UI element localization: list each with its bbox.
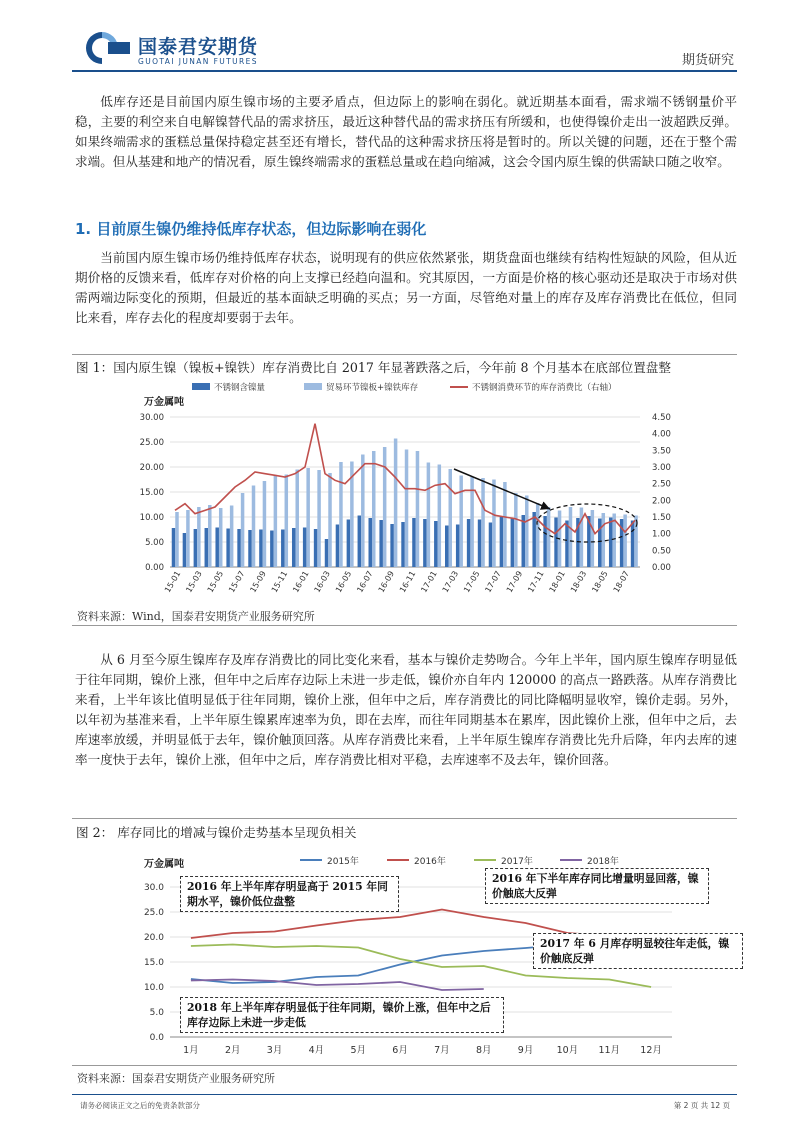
x-tick-label: 10月 bbox=[556, 1045, 579, 1056]
x-tick-label: 18-07 bbox=[611, 569, 632, 595]
bar-stainless-nickel bbox=[423, 519, 426, 567]
x-tick-label: 9月 bbox=[517, 1045, 534, 1056]
bar-stainless-nickel bbox=[358, 516, 361, 568]
legend-label: 2015年 bbox=[327, 857, 359, 867]
trend-arrow bbox=[454, 469, 550, 509]
bar-trade-inventory bbox=[536, 503, 539, 567]
bar-stainless-nickel bbox=[325, 539, 328, 567]
x-tick-label: 16-03 bbox=[312, 569, 332, 595]
annotation-2016-h2: 2016 年下半年库存同比增量明显回落，镍价触底大反弹 bbox=[485, 868, 709, 904]
y-tick-label: 15.00 bbox=[139, 488, 164, 498]
bar-stainless-nickel bbox=[467, 519, 470, 567]
y2-tick-label: 1.50 bbox=[652, 513, 671, 523]
bar-trade-inventory bbox=[394, 439, 397, 568]
y-tick-label: 0.00 bbox=[145, 563, 164, 573]
x-tick-label: 17-03 bbox=[440, 569, 461, 595]
bar-stainless-nickel bbox=[281, 530, 284, 568]
x-tick-label: 2月 bbox=[224, 1045, 241, 1056]
bar-stainless-nickel bbox=[532, 512, 535, 567]
bar-stainless-nickel bbox=[172, 528, 175, 567]
x-tick-label: 17-11 bbox=[526, 569, 546, 595]
figure2-source: 资料来源：国泰君安期货产业服务研究所 bbox=[77, 1072, 275, 1085]
footer-divider bbox=[72, 1094, 737, 1095]
y-tick-label: 5.00 bbox=[145, 538, 164, 548]
x-tick-label: 11月 bbox=[598, 1045, 621, 1056]
bar-trade-inventory bbox=[492, 480, 495, 568]
figure2-title: 图 2： 库存同比的增减与镍价走势基本呈现负相关 bbox=[76, 825, 357, 840]
y-axis-label: 万金属吨 bbox=[144, 397, 184, 408]
y-axis-label: 万金属吨 bbox=[144, 859, 184, 870]
x-tick-label: 4月 bbox=[308, 1045, 325, 1056]
y-tick-label: 15.0 bbox=[143, 958, 164, 968]
bar-trade-inventory bbox=[372, 451, 375, 567]
bar-stainless-nickel bbox=[609, 518, 612, 568]
legend-swatch bbox=[304, 383, 322, 390]
y2-tick-label: 2.50 bbox=[652, 479, 671, 490]
x-tick-label: 16-05 bbox=[333, 569, 354, 595]
bar-stainless-nickel bbox=[314, 529, 317, 567]
figure1-source: 资料来源：Wind，国泰君安期货产业服务研究所 bbox=[77, 610, 315, 623]
x-tick-label: 16-07 bbox=[355, 569, 375, 595]
bar-trade-inventory bbox=[383, 447, 386, 567]
y-tick-label: 5.0 bbox=[149, 1008, 164, 1018]
legend-label: 2018年 bbox=[587, 857, 619, 867]
bar-stainless-nickel bbox=[215, 528, 218, 568]
legend-label: 贸易环节镍板+镍铁库存 bbox=[326, 383, 419, 393]
x-tick-label: 15-09 bbox=[248, 569, 268, 595]
annotation-2018-h1: 2018 年上半年库存明显低于往年同期，镍价上涨，但年中之后库存边际上未进一步走低 bbox=[180, 997, 504, 1033]
bar-stainless-nickel bbox=[368, 518, 371, 567]
bar-stainless-nickel bbox=[598, 519, 601, 568]
legend-swatch bbox=[192, 383, 210, 390]
y-tick-label: 10.00 bbox=[139, 513, 164, 523]
bar-stainless-nickel bbox=[554, 518, 557, 568]
bar-trade-inventory bbox=[285, 475, 288, 568]
bar-trade-inventory bbox=[481, 478, 484, 567]
bar-stainless-nickel bbox=[565, 521, 568, 568]
footer-page-number: 第 2 页 共 12 页 bbox=[673, 1101, 730, 1110]
bar-stainless-nickel bbox=[336, 525, 339, 568]
intro-paragraph: 低库存还是目前国内原生镍市场的主要矛盾点，但边际上的影响在弱化。就近期基本面看，需求端不锈钢量价平稳，主要的利空来自电解镍替代品的需求挤压，最近这种替代品的需求挤压有所缓和，也使得镍价走出一波超跌反弹。如果终端需求的蛋糕总量保持稳定甚至还有增长，替代品的这种需求挤压将是暂时的。所以关键的问题，还在于整个需求端。但从基建和地产的情况看，原生镍终端需求的蛋糕总量或在趋向缩减，这会令国内原生镍的供需缺口随之收窄。 bbox=[75, 94, 737, 169]
bar-trade-inventory bbox=[197, 507, 200, 567]
bar-stainless-nickel bbox=[259, 530, 262, 568]
x-tick-label: 6月 bbox=[392, 1045, 408, 1056]
bar-trade-inventory bbox=[252, 486, 255, 568]
x-tick-label: 17-07 bbox=[483, 569, 503, 595]
bar-trade-inventory bbox=[449, 469, 452, 567]
company-logo-icon bbox=[72, 30, 132, 66]
bar-stainless-nickel bbox=[522, 515, 525, 567]
y-tick-label: 25.00 bbox=[139, 438, 164, 448]
bar-stainless-nickel bbox=[489, 523, 492, 568]
bar-stainless-nickel bbox=[379, 520, 382, 567]
y-tick-label: 10.0 bbox=[143, 983, 164, 993]
y-tick-label: 20.0 bbox=[143, 933, 164, 943]
bar-trade-inventory bbox=[339, 462, 342, 567]
y2-tick-label: 0.00 bbox=[652, 563, 671, 573]
bar-trade-inventory bbox=[405, 450, 408, 568]
bar-trade-inventory bbox=[219, 508, 222, 567]
bar-trade-inventory bbox=[175, 512, 178, 567]
annotation-2016-h1: 2016 年上半年库存明显高于 2015 年同期水平，镍价低位盘整 bbox=[180, 876, 399, 912]
footer-disclaimer: 请务必阅读正文之后的免责条款部分 bbox=[80, 1101, 200, 1110]
bar-trade-inventory bbox=[416, 451, 419, 567]
bar-stainless-nickel bbox=[631, 521, 634, 568]
bar-stainless-nickel bbox=[390, 524, 393, 567]
bar-trade-inventory bbox=[591, 510, 594, 567]
bar-stainless-nickel bbox=[248, 530, 251, 567]
y-tick-label: 20.00 bbox=[139, 463, 164, 473]
bar-stainless-nickel bbox=[511, 518, 514, 567]
x-tick-label: 16-09 bbox=[376, 569, 397, 595]
x-tick-label: 3月 bbox=[266, 1045, 283, 1056]
x-tick-label: 16-11 bbox=[397, 569, 418, 595]
y2-tick-label: 1.00 bbox=[652, 529, 671, 540]
x-tick-label: 15-03 bbox=[184, 569, 204, 595]
bar-stainless-nickel bbox=[456, 525, 459, 568]
bar-stainless-nickel bbox=[401, 522, 404, 567]
bar-trade-inventory bbox=[602, 513, 605, 567]
x-tick-label: 15-07 bbox=[227, 569, 247, 595]
annotation-2017-jun: 2017 年 6 月库存明显较往年走低，镍价触底反弹 bbox=[533, 933, 743, 969]
section-paragraph: 当前国内原生镍市场仍维持低库存状态，说明现有的供应依然紧张，期货盘面也继续有结构性短缺的风险，但从近期价格的反馈来看，低库存对价格的向上支撑已经趋向温和。究其原因，一方面是价格的核心驱动还是取决于市场对供需两端边际变化的预期，但最近的基本面缺乏明确的买点；另一方面，尽管绝对量上的库存及库存消费比在低位，但同比来看，库存去化的程度却要弱于去年。 bbox=[75, 250, 737, 325]
x-tick-label: 15-05 bbox=[205, 569, 226, 595]
x-tick-label: 18-01 bbox=[547, 569, 567, 595]
x-tick-label: 17-05 bbox=[462, 569, 482, 595]
legend-label: 2016年 bbox=[414, 857, 446, 867]
bar-trade-inventory bbox=[295, 470, 298, 568]
bar-stainless-nickel bbox=[183, 533, 186, 567]
bar-stainless-nickel bbox=[303, 528, 306, 568]
x-tick-label: 16-01 bbox=[291, 569, 311, 595]
bar-stainless-nickel bbox=[205, 528, 208, 567]
header-section-label: 期货研究 bbox=[681, 53, 734, 68]
legend-label: 不锈钢消费环节的库存消费比（右轴） bbox=[472, 383, 617, 393]
x-tick-label: 17-01 bbox=[419, 569, 439, 595]
header-divider bbox=[72, 70, 737, 72]
bar-stainless-nickel bbox=[445, 526, 448, 568]
bar-stainless-nickel bbox=[434, 521, 437, 567]
bar-trade-inventory bbox=[525, 496, 528, 568]
legend-label: 不锈钢含镍量 bbox=[214, 383, 266, 393]
bar-trade-inventory bbox=[623, 515, 626, 568]
section-title: 1. 目前原生镍仍维持低库存状态，但边际影响在弱化 bbox=[75, 220, 427, 238]
bar-trade-inventory bbox=[361, 455, 364, 568]
bar-trade-inventory bbox=[514, 493, 517, 567]
logo-text-cn: 国泰君安期货 bbox=[138, 36, 259, 58]
bar-trade-inventory bbox=[427, 463, 430, 568]
bar-stainless-nickel bbox=[194, 529, 197, 567]
logo-text-en: GUOTAI JUNAN FUTURES bbox=[138, 57, 258, 66]
y2-tick-label: 3.50 bbox=[652, 446, 671, 457]
x-tick-label: 7月 bbox=[434, 1045, 450, 1056]
bar-stainless-nickel bbox=[543, 516, 546, 567]
bar-trade-inventory bbox=[306, 468, 309, 567]
y2-tick-label: 3.00 bbox=[652, 463, 671, 473]
bar-stainless-nickel bbox=[292, 528, 295, 567]
x-tick-label: 12月 bbox=[640, 1045, 662, 1056]
bar-trade-inventory bbox=[459, 476, 462, 568]
bar-stainless-nickel bbox=[237, 529, 240, 567]
x-tick-label: 17-09 bbox=[504, 569, 525, 595]
x-tick-label: 15-11 bbox=[269, 569, 290, 595]
bar-trade-inventory bbox=[328, 473, 331, 567]
y-tick-label: 30.00 bbox=[139, 413, 164, 423]
y-tick-label: 30.0 bbox=[143, 883, 164, 893]
x-tick-label: 5月 bbox=[350, 1045, 367, 1056]
bar-trade-inventory bbox=[547, 507, 550, 567]
x-tick-label: 18-05 bbox=[590, 569, 610, 595]
x-tick-label: 18-03 bbox=[568, 569, 589, 595]
figure1-chart bbox=[72, 375, 737, 605]
bar-trade-inventory bbox=[241, 493, 244, 567]
y-tick-label: 0.0 bbox=[149, 1033, 164, 1043]
bar-stainless-nickel bbox=[270, 531, 273, 568]
y2-tick-label: 4.00 bbox=[652, 429, 671, 440]
figure1-title: 图 1：国内原生镍（镍板+镍铁）库存消费比自 2017 年显著跌落之后，今年前 8 个月基本在底部位置盘整 bbox=[76, 360, 671, 375]
y2-tick-label: 2.00 bbox=[652, 496, 671, 507]
bar-trade-inventory bbox=[263, 481, 266, 567]
bar-trade-inventory bbox=[274, 476, 277, 568]
x-tick-label: 15-01 bbox=[162, 569, 183, 595]
series-line bbox=[191, 980, 484, 991]
x-tick-label: 1月 bbox=[183, 1045, 199, 1056]
bar-stainless-nickel bbox=[500, 517, 503, 567]
bar-trade-inventory bbox=[186, 510, 189, 567]
bar-stainless-nickel bbox=[412, 518, 415, 567]
middle-paragraph: 从 6 月至今原生镍库存及库存消费比的同比变化来看，基本与镍价走势吻合。今年上半年，国内原生镍库存明显低于往年同期，镍价上涨，但年中之后库存边际上未进一步走低，镍价亦自年内 120000 的高点一路跌落。从库存消费比来看，上半年该比值明显低于往年同期，镍价上涨，但年中之后，库存消费比的同比降幅明显收窄，镍价走弱。另外，以年初为基准来看，上半年原生镍累库速率为负，即在去库，而往年同期基本在累库，因此镍价上涨，但年中之后，去库速率放缓，并明显低于去年，镍价触顶回落。从库存消费比来看，上半年原生镍库存消费比先升后降，年内去库的速率一度快于去年，镍价上涨，但年中之后，库存消费比相对平稳，去库速率不及去年，镍价回落。 bbox=[75, 652, 737, 767]
bar-trade-inventory bbox=[503, 482, 506, 567]
bar-trade-inventory bbox=[230, 506, 233, 568]
y2-tick-label: 0.50 bbox=[652, 546, 671, 557]
legend-label: 2017年 bbox=[501, 857, 533, 867]
bar-stainless-nickel bbox=[478, 520, 481, 568]
y2-tick-label: 4.50 bbox=[652, 413, 671, 423]
bar-stainless-nickel bbox=[347, 520, 350, 568]
bar-trade-inventory bbox=[208, 505, 211, 567]
bar-trade-inventory bbox=[569, 507, 572, 567]
x-tick-label: 8月 bbox=[475, 1045, 492, 1056]
bar-trade-inventory bbox=[438, 465, 441, 568]
y-tick-label: 25.0 bbox=[143, 908, 164, 918]
bar-trade-inventory bbox=[317, 470, 320, 567]
bar-stainless-nickel bbox=[226, 529, 229, 568]
